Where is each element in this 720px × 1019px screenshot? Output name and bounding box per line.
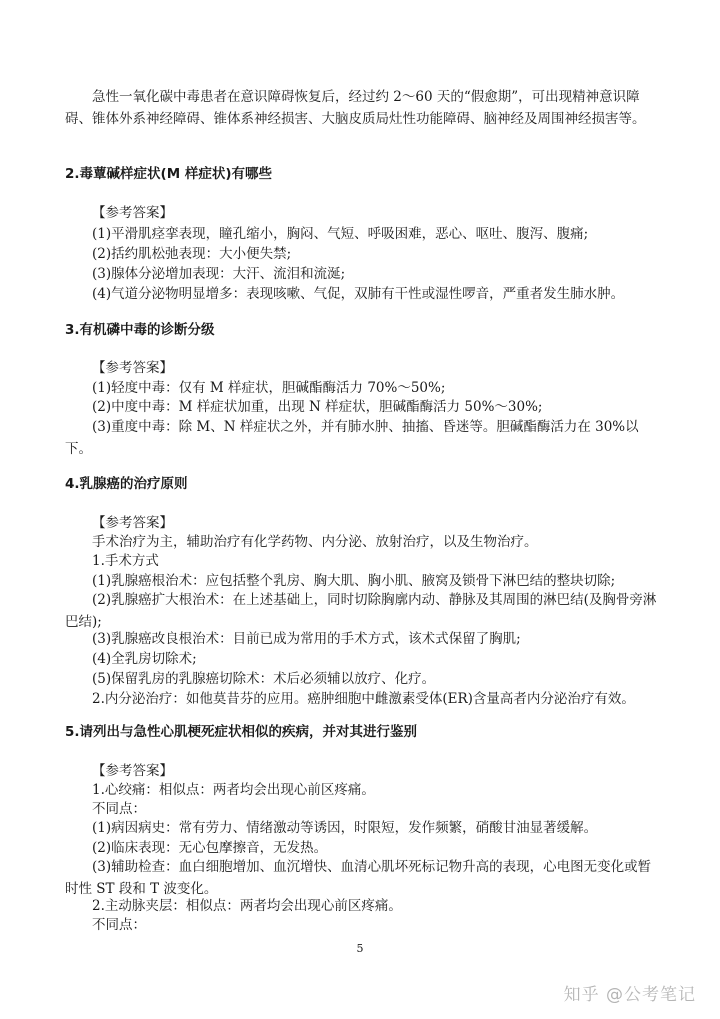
answer-line: 不同点： — [92, 801, 146, 817]
answer-line: (1)病因病史：常有劳力、情绪激动等诱因，时限短，发作频繁，硝酸甘油显著缓解。 — [92, 820, 598, 836]
page-number: 5 — [356, 942, 364, 955]
answer-line: 1.手术方式 — [92, 553, 159, 569]
section-heading-3: 3.有机磷中毒的诊断分级 — [65, 322, 215, 338]
section-heading-4: 4.乳腺癌的治疗原则 — [65, 476, 188, 492]
answer-line: (5)保留乳房的乳腺癌切除术：术后必须辅以放疗、化疗。 — [92, 671, 436, 687]
watermark: 知乎 @公考笔记 — [563, 985, 696, 1005]
answer-line: (1)平滑肌痉挛表现，瞳孔缩小，胸闷、气短、呼吸困难，恶心、呕吐、腹泻、腹痛; — [92, 226, 589, 242]
answer-line: 1.心绞痛：相似点：两者均会出现心前区疼痛。 — [92, 782, 375, 798]
answer-line: (2)括约肌松弛表现：大小便失禁; — [92, 246, 292, 262]
answer-line: 2.主动脉夹层：相似点：两者均会出现心前区疼痛。 — [92, 898, 402, 914]
answer-line: (4)全乳房切除术; — [92, 651, 197, 667]
answer-line: (1)轻度中毒：仅有 M 样症状，胆碱酯酶活力 70%～50%; — [92, 380, 446, 396]
answer-line: (3)辅助检查：血白细胞增加、血沉增快、血清心肌坏死标记物升高的表现，心电图无变化或暂时性 ST 段和 T 波变化。 — [65, 859, 652, 897]
answer-line: (2)乳腺癌扩大根治术：在上述基础上，同时切除胸廓内动、静脉及其周围的淋巴结(及胸骨旁淋巴结); — [65, 592, 657, 630]
answer-line: (4)气道分泌物明显增多：表现咳嗽、气促，双肺有干性或湿性啰音，严重者发生肺水肿。 — [92, 286, 625, 302]
answer-line: 2.内分泌治疗：如他莫昔芬的应用。癌肿细胞中雌激素受体(ER)含量高者内分泌治疗有效。 — [92, 691, 635, 707]
answer-line: (2)中度中毒：M 样症状加重，出现 N 样症状，胆碱酯酶活力 50%～30%; — [92, 399, 543, 415]
answer-label: 【参考答案】 — [92, 360, 173, 376]
answer-line: 手术治疗为主，辅助治疗有化学药物、内分泌、放射治疗，以及生物治疗。 — [92, 534, 538, 550]
answer-label: 【参考答案】 — [92, 515, 173, 531]
answer-line: (3)重度中毒：除 M、N 样症状之外，并有肺水肿、抽搐、昏迷等。胆碱酯酶活力在 30%以下。 — [65, 419, 639, 457]
answer-line: (1)乳腺癌根治术：应包括整个乳房、胸大肌、胸小肌、腋窝及锁骨下淋巴结的整块切除; — [92, 573, 616, 589]
answer-label: 【参考答案】 — [92, 763, 173, 779]
answer-label: 【参考答案】 — [92, 205, 173, 221]
answer-line: 不同点： — [92, 917, 146, 933]
answer-line: (2)临床表现：无心包摩擦音，无发热。 — [92, 840, 328, 856]
answer-line: (3)乳腺癌改良根治术：目前已成为常用的手术方式，该术式保留了胸肌; — [92, 631, 521, 647]
intro-paragraph: 急性一氧化碳中毒患者在意识障碍恢复后，经过约 2～60 天的“假愈期”，可出现精神意识障碍、锥体外系神经障碍、锥体系神经损害、大脑皮质局灶性功能障碍、脑神经及周围神经损害等。 — [65, 89, 646, 127]
section-heading-5: 5.请列出与急性心肌梗死症状相似的疾病，并对其进行鉴别 — [65, 724, 418, 740]
answer-line: (3)腺体分泌增加表现：大汗、流泪和流涎; — [92, 266, 346, 282]
section-heading-2: 2.毒蕈碱样症状(M 样症状)有哪些 — [65, 166, 272, 182]
